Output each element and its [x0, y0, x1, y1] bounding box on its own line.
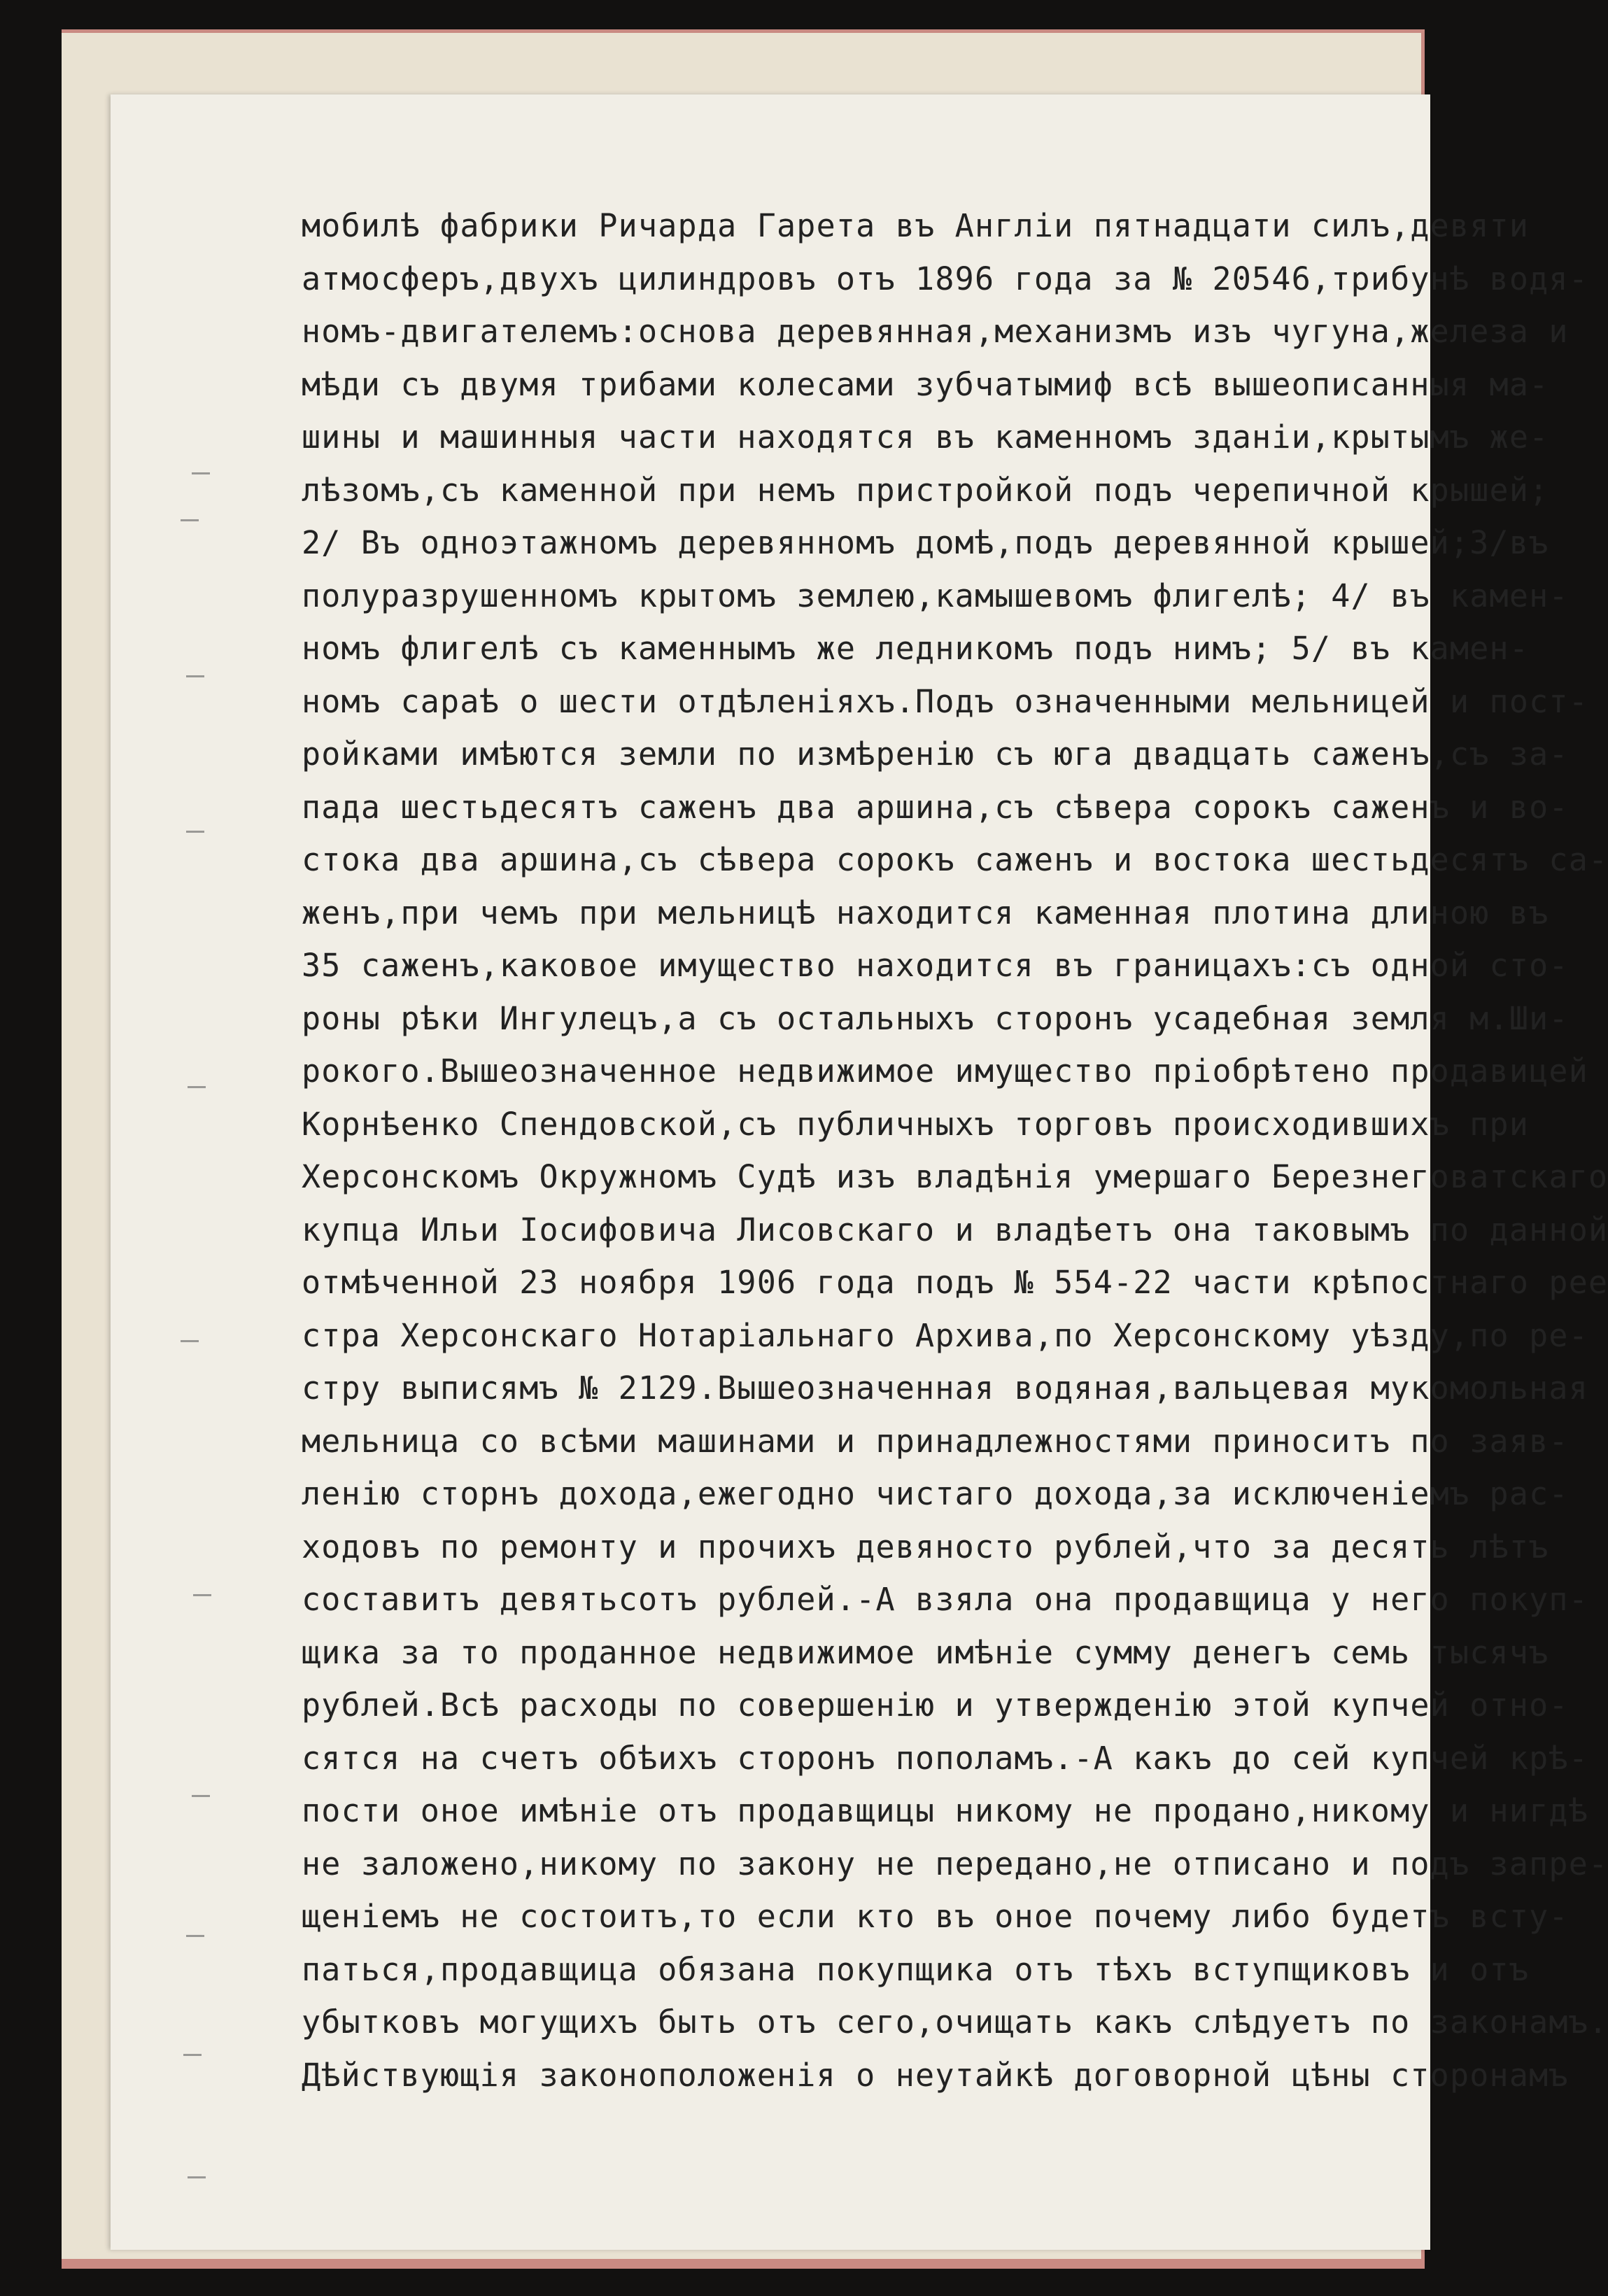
text-line: 35 саженъ,каковое имущество находится въ границахъ:съ одной сто- — [302, 947, 1569, 984]
text-line: роны рѣки Ингулецъ,а съ остальныхъ сторонъ усадебная земля м.Ши- — [302, 999, 1569, 1037]
text-line: номъ флигелѣ съ каменнымъ же ледникомъ подъ нимъ; 5/ въ камен- — [302, 630, 1530, 667]
text-line: купца Ильи Iосифовича Лисовскаго и владѣетъ она таковымъ по данной — [302, 1211, 1608, 1248]
text-line: ходовъ по ремонту и прочихъ девяносто рублей,что за десять лѣтъ — [302, 1528, 1549, 1565]
text-line: щенiемъ не состоитъ,то если кто въ оное почему либо будетъ всту- — [302, 1898, 1569, 1935]
text-line: номъ сараѣ о шести отдѣленiяхъ.Подъ означенными мельницей и пост- — [302, 682, 1588, 720]
margin-mark — [181, 1340, 199, 1342]
text-line: отмѣченной 23 ноября 1906 года подъ № 554-22 части крѣпостнаго рее — [302, 1264, 1608, 1301]
text-line: рокого.Вышеозначенное недвижимое имущество прiобрѣтено продавицей — [302, 1052, 1588, 1090]
text-line: убытковъ могущихъ быть отъ сего,очищать какъ слѣдуетъ по законамъ. — [302, 2003, 1608, 2041]
text-line: Херсонскомъ Окружномъ Судѣ изъ владѣнiя умершаго Березнеговатскаго — [302, 1158, 1608, 1195]
text-line: мобилѣ фабрики Ричарда Гарета въ Англiи пятнадцати силъ,девяти — [302, 207, 1530, 244]
margin-mark — [192, 472, 210, 474]
text-line: составитъ девятьсотъ рублей.-А взяла она продавщица у него покуп- — [302, 1581, 1588, 1618]
text-line: рублей.Всѣ расходы по совершенiю и утвержденiю этой купчей отно- — [302, 1686, 1569, 1724]
margin-mark — [186, 1935, 204, 1937]
text-line: стру выписямъ № 2129.Вышеозначенная водяная,вальцевая мукомольная — [302, 1369, 1588, 1407]
text-line: женъ,при чемъ при мельницѣ находится каменная плотина длиною въ — [302, 894, 1549, 931]
document-page — [111, 94, 1608, 2250]
text-line: Корнѣенко Спендовской,съ публичныхъ торговъ происходившихъ при — [302, 1105, 1530, 1143]
margin-mark — [186, 675, 204, 677]
text-line: мѣди съ двумя трибами колесами зубчатымиф всѣ вышеописанныя ма- — [302, 365, 1549, 403]
text-line: ленiю сторнъ дохода,ежегодно чистаго дохода,за исключенiемъ рас- — [302, 1475, 1569, 1512]
text-line: пости оное имѣнiе отъ продавщицы никому не продано,никому и нигдѣ — [302, 1792, 1588, 1829]
text-line: атмосферъ,двухъ цилиндровъ отъ 1896 года за № 20546,трибунѣ водя- — [302, 260, 1588, 297]
margin-mark — [183, 2054, 202, 2056]
text-line: ройками имѣются земли по измѣренiю съ юга двадцать саженъ,съ за- — [302, 735, 1569, 773]
text-line: стока два аршина,съ сѣвера сорокъ саженъ и востока шестьдесятъ са- — [302, 841, 1608, 878]
text-line: номъ-двигателемъ:основа деревянная,механизмъ изъ чугуна,железа и — [302, 313, 1569, 350]
typed-text-body — [302, 199, 1608, 2101]
text-line: сятся на счетъ обѣихъ сторонъ пополамъ.-А какъ до сей купчей крѣ- — [302, 1739, 1588, 1777]
margin-mark — [186, 831, 204, 833]
margin-mark — [181, 519, 199, 521]
text-line: щика за то проданное недвижимое имѣнiе сумму денегъ семь тысячъ — [302, 1633, 1549, 1671]
text-line: мельница со всѣми машинами и принадлежностями приноситъ по заяв- — [302, 1422, 1569, 1460]
text-line: 2/ Въ одноэтажномъ деревянномъ домѣ,подъ деревянной крышей;3/въ — [302, 524, 1549, 561]
text-line: паться,продавщица обязана покупщика отъ тѣхъ вступщиковъ и отъ — [302, 1950, 1530, 1988]
margin-mark — [192, 1795, 210, 1797]
text-line: пада шестьдесятъ саженъ два аршина,съ сѣвера сорокъ саженъ и во- — [302, 788, 1569, 826]
text-line: не заложено,никому по закону не передано,не отписано и подъ запре- — [302, 1845, 1608, 1882]
text-line: шины и машинныя части находятся въ каменномъ зданiи,крытымъ же- — [302, 418, 1549, 456]
text-line: лѣзомъ,съ каменной при немъ пристройкой подъ черепичной крышей; — [302, 471, 1549, 509]
text-line: Дѣйствующiя законоположенiя о неутайкѣ договорной цѣны сторонамъ — [302, 2056, 1569, 2094]
text-line: полуразрушенномъ крытомъ землею,камышевомъ флигелѣ; 4/ въ камен- — [302, 577, 1569, 614]
margin-mark — [188, 2176, 206, 2178]
margin-mark — [193, 1594, 211, 1596]
margin-mark — [188, 1086, 206, 1088]
text-line: стра Херсонскаго Нотарiальнаго Архива,по Херсонскому уѣзду,по ре- — [302, 1316, 1588, 1354]
